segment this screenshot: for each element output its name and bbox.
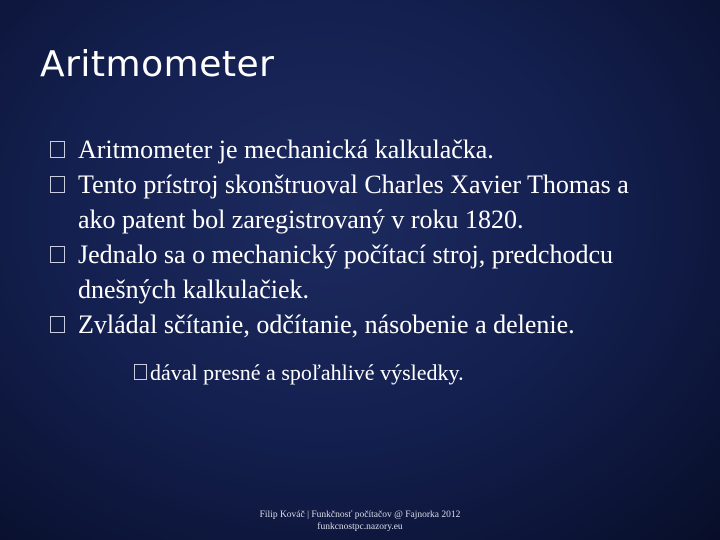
bullet-text: Aritmometer je mechanická kalkulačka. <box>78 135 494 164</box>
slide-footer <box>0 509 720 533</box>
bullet-list <box>50 132 670 410</box>
footer-credit: Filip Kováč | Funkčnosť počítačov @ Fajnorka 2012 <box>259 510 461 520</box>
bullet-text: Tento prístroj skonštruoval Charles Xavier Thomas a ako patent bol zaregistrovaný v roku 1820. <box>78 170 629 234</box>
sub-bullet-text: dával presné a spoľahlivé výsledky. <box>150 360 464 385</box>
checkbox-bullet-icon <box>134 364 147 380</box>
bullet-item <box>50 132 670 167</box>
bullet-item <box>50 167 670 237</box>
checkbox-bullet-icon <box>50 141 65 158</box>
footer-url: funkcnostpc.nazory.eu <box>317 522 403 532</box>
slide-title: Aritmometer <box>40 44 275 85</box>
bullet-text: Zvládal sčítanie, odčítanie, násobenie a delenie. <box>78 310 575 339</box>
checkbox-bullet-icon <box>50 176 65 193</box>
checkbox-bullet-icon <box>50 316 65 333</box>
bullet-text: Jednalo sa o mechanický počítací stroj, predchodcu dnešných kalkulačiek. <box>78 240 613 304</box>
sub-bullet-item <box>50 358 670 388</box>
checkbox-bullet-icon <box>50 246 65 263</box>
bullet-item <box>50 237 670 307</box>
bullet-item <box>50 307 670 342</box>
